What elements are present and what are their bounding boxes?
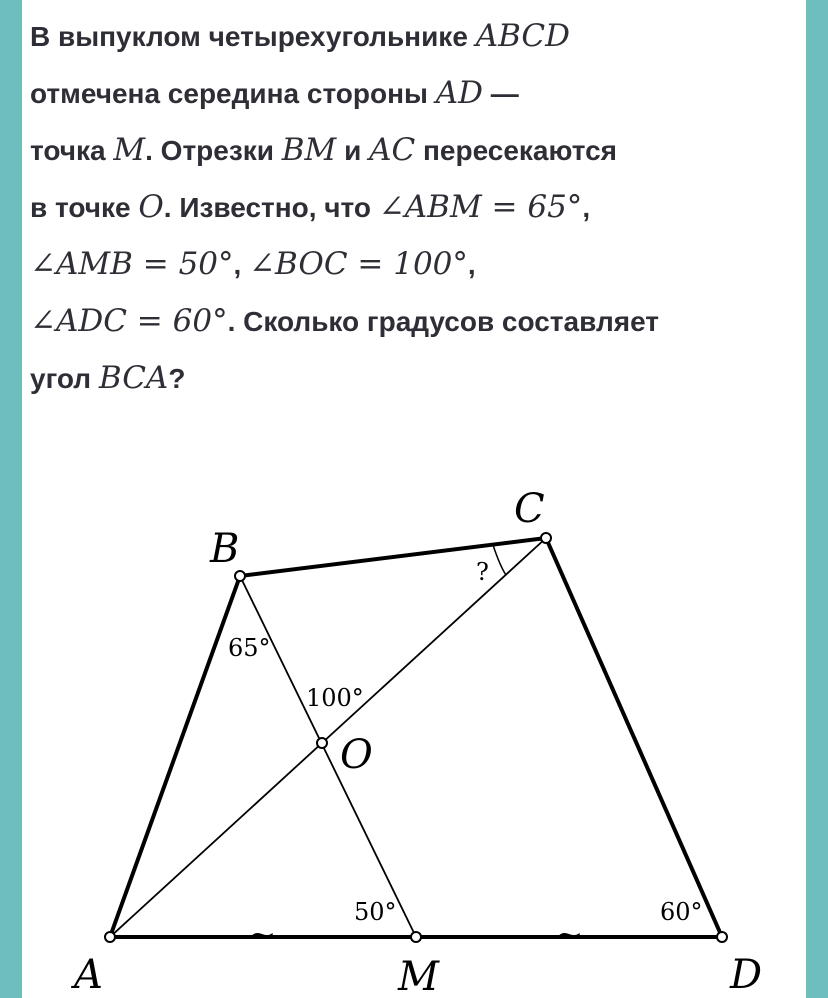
text-segment: . Отрезки (145, 135, 274, 166)
label-c: C (514, 486, 545, 532)
segment-bm (240, 576, 416, 937)
label-m: M (398, 954, 439, 998)
angle-arc-bca (493, 545, 506, 575)
text-segment: точка (30, 135, 106, 166)
vertex-d (717, 932, 727, 942)
point-o (317, 738, 327, 748)
tick-mark-md: ~ (554, 915, 584, 955)
text-segment: . Сколько градусов составляет (227, 306, 659, 337)
tick-mark-am: ~ (247, 915, 277, 955)
text-segment: в точке (30, 192, 131, 223)
comma: , (233, 249, 242, 280)
math-condition-amb: ∠AMB = 50° (30, 246, 234, 282)
text-and: и (344, 135, 362, 166)
text-segment: . Известно, что (163, 192, 372, 223)
side-ab (110, 576, 240, 937)
vertex-b (235, 571, 245, 581)
math-side: AD (435, 75, 483, 111)
side-cd (546, 538, 722, 937)
angle-label-boc: 100° (306, 684, 364, 712)
angle-label-amb: 50° (354, 898, 397, 926)
angle-label-adc: 60° (660, 898, 703, 926)
label-b: B (210, 526, 240, 572)
comma: , (467, 249, 476, 280)
math-segment-bm: BM (281, 132, 337, 168)
angle-label-bca: ? (476, 558, 489, 586)
label-a: A (74, 952, 103, 998)
point-m (411, 932, 421, 942)
text-segment: угол (30, 363, 92, 394)
math-condition-adc: ∠ADC = 60° (30, 303, 228, 339)
side-bc (240, 538, 546, 576)
segment-ac (110, 538, 546, 937)
dash: — (490, 78, 519, 109)
comma: , (582, 192, 591, 223)
math-segment-ac: AC (369, 132, 416, 168)
label-o: O (340, 732, 373, 778)
text-segment: В выпуклом четырехугольнике (30, 21, 468, 52)
vertex-a (105, 932, 115, 942)
math-condition-boc: ∠BOC = 100° (249, 246, 468, 282)
text-segment: отмечена середина стороны (30, 78, 428, 109)
math-quadrilateral: ABCD (475, 18, 571, 54)
math-midpoint: M (113, 132, 146, 168)
angle-label-abm: 65° (228, 634, 271, 662)
question-mark: ? (168, 363, 186, 394)
vertex-c (541, 533, 551, 543)
math-point-o: O (138, 189, 164, 225)
math-target-angle: BCA (98, 360, 169, 396)
text-segment: пересекаются (422, 135, 617, 166)
label-d: D (730, 952, 763, 998)
math-condition-abm: ∠ABM = 65° (378, 189, 583, 225)
